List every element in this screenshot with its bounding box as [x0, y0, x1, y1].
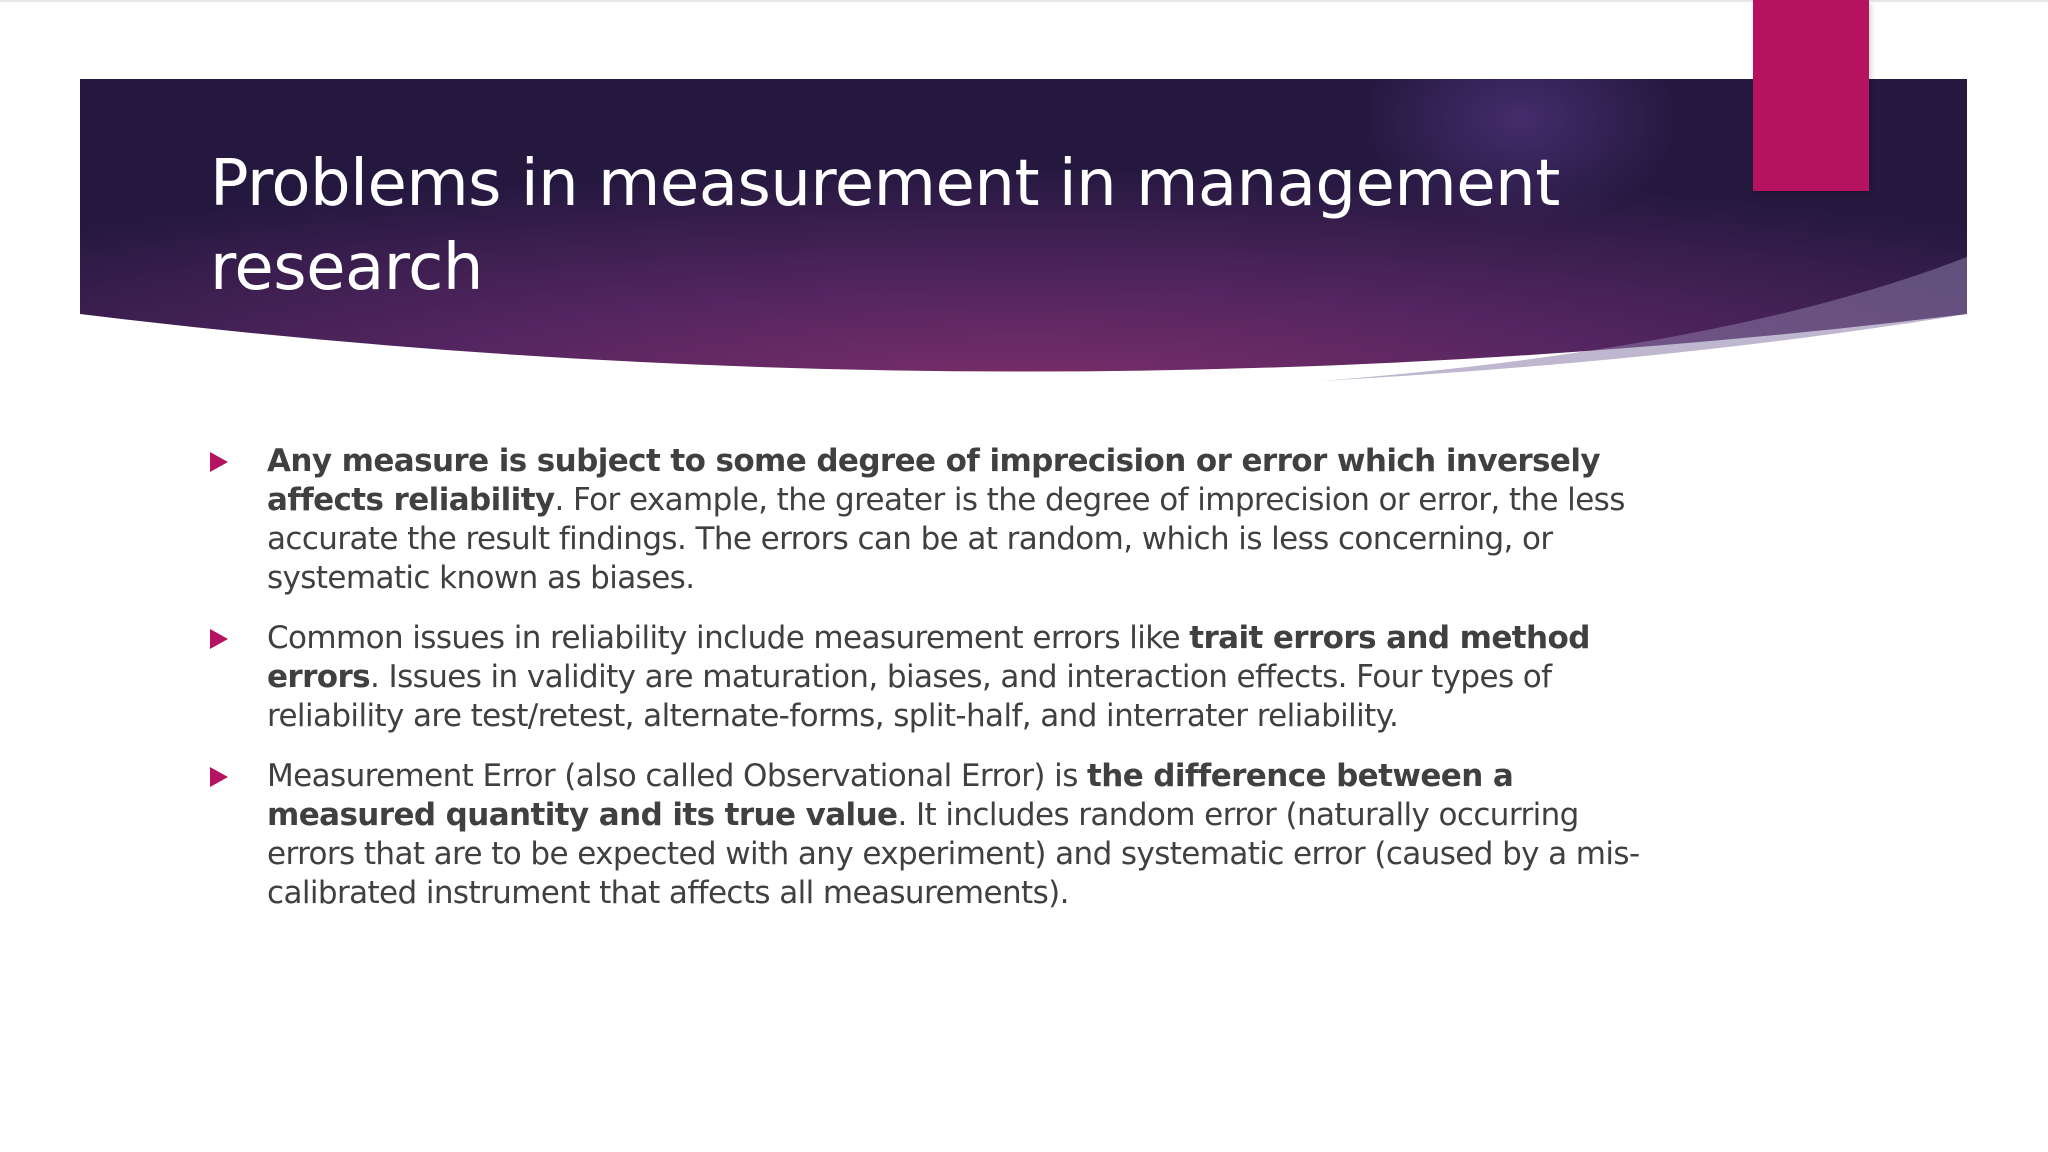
- bullet-list: [210, 442, 1660, 934]
- bullet-text: . For example, the greater is the degree of imprecision or error, the less accurate the result findings. The errors can be at random, which is less concerning, or systematic known as biases.: [267, 482, 1625, 596]
- bullet-bold-text: the difference between a measured quantity and its true value: [267, 758, 1514, 833]
- bullet-item: [210, 757, 1660, 913]
- bullet-item: [210, 442, 1660, 598]
- bullet-bold-text: Any measure is subject to some degree of imprecision or error which inversely affects reliability: [267, 443, 1600, 518]
- bullet-text-lead: Common issues in reliability include measurement errors like: [267, 620, 1190, 656]
- bullet-text: . It includes random error (naturally occurring errors that are to be expected with any experiment) and systematic error (caused by a mis-calibrated instrument that affects all measurements).: [267, 797, 1640, 911]
- bullet-arrow-icon: [210, 629, 228, 649]
- bullet-bold-text: trait errors and method errors: [267, 620, 1590, 695]
- bullet-text: . Issues in validity are maturation, biases, and interaction effects. Four types of reliability are test/retest, alternate-forms, split-half, and interrater reliability.: [267, 659, 1552, 734]
- bullet-arrow-icon: [210, 767, 228, 787]
- top-border: [0, 0, 2048, 2]
- slide-title: Problems in measurement in management research: [210, 147, 1560, 305]
- bullet-arrow-icon: [210, 452, 228, 472]
- bullet-item: [210, 619, 1660, 736]
- accent-tab: [1753, 0, 1869, 191]
- bullet-text-lead: Measurement Error (also called Observational Error) is: [267, 758, 1087, 794]
